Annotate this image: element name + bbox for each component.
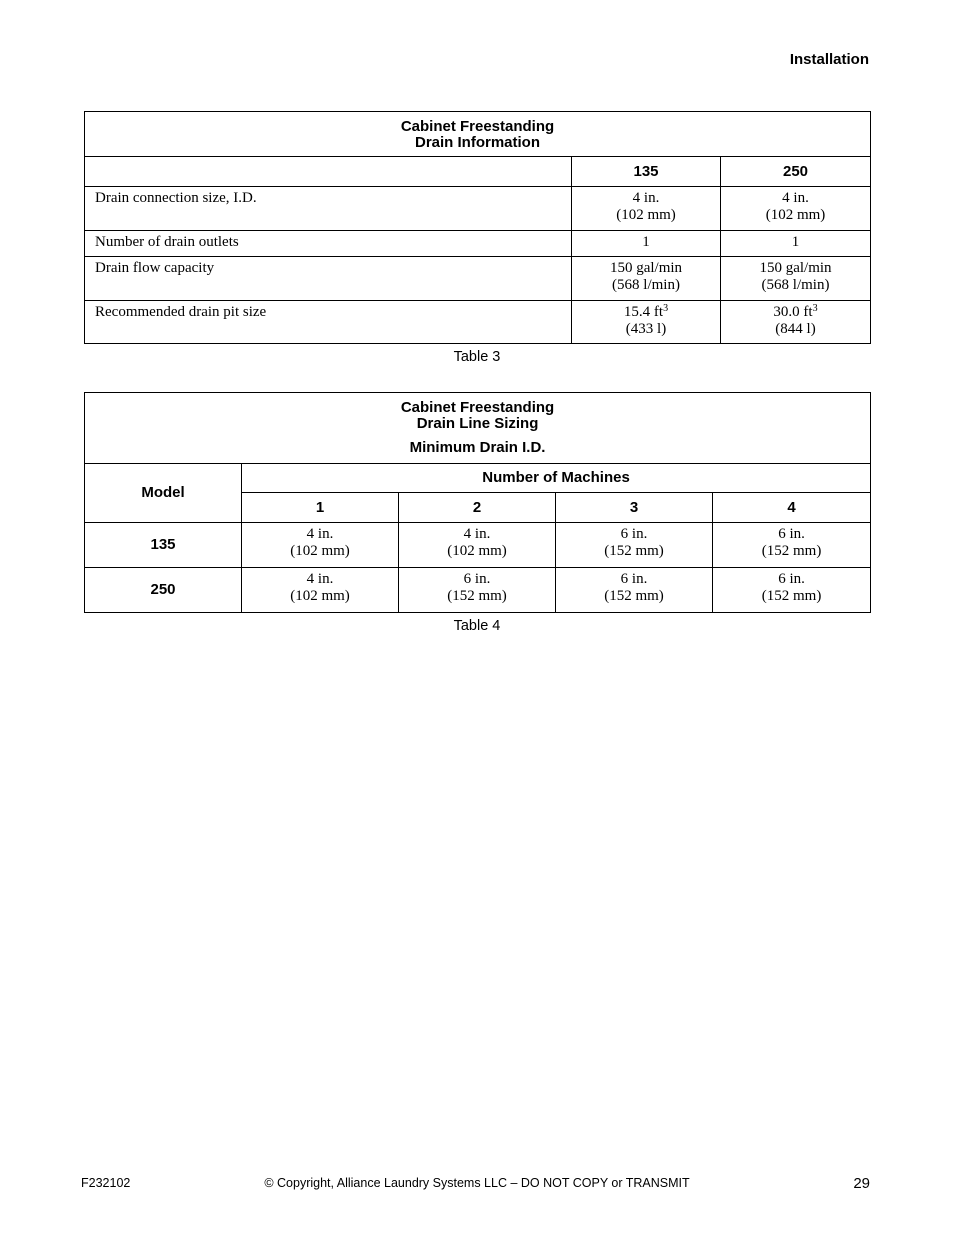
table-row <box>85 257 871 301</box>
value-main <box>721 304 870 321</box>
table3-col-135: 135 <box>572 157 721 187</box>
model-header: Model <box>85 464 242 523</box>
machine-count-4: 4 <box>713 493 871 523</box>
table-row <box>85 568 871 613</box>
doc-number: F232102 <box>81 1176 131 1190</box>
row-label: Recommended drain pit size <box>85 301 572 344</box>
value-main: 1 <box>791 234 800 250</box>
cell-value <box>572 301 721 344</box>
value-main: 6 in. <box>778 571 805 587</box>
value-exponent: 3 <box>812 303 818 314</box>
cell-value <box>556 523 713 568</box>
value-metric: (568 l/min) <box>761 277 830 293</box>
row-label: Drain connection size, I.D. <box>85 187 572 231</box>
table-row <box>85 231 871 257</box>
value-main: 6 in. <box>620 526 648 542</box>
value-main: 4 in. <box>782 190 809 206</box>
table-row <box>85 301 871 344</box>
table4-title-line3: Minimum Drain I.D. <box>409 439 546 456</box>
cell-value <box>713 523 871 568</box>
machine-count-2: 2 <box>399 493 556 523</box>
copyright-notice: © Copyright, Alliance Laundry Systems LLC – DO NOT COPY or TRANSMIT <box>264 1176 690 1190</box>
value-main <box>572 304 720 321</box>
cell-value <box>721 187 871 231</box>
row-label: Number of drain outlets <box>85 231 572 257</box>
row-label: Drain flow capacity <box>85 257 572 301</box>
value-number: 15.4 ft <box>623 304 664 320</box>
value-metric: (433 l) <box>625 321 667 337</box>
value-main: 150 gal/min <box>759 260 832 276</box>
cell-value <box>721 231 871 257</box>
cell-value <box>399 523 556 568</box>
value-main: 6 in. <box>620 571 648 587</box>
cell-value <box>713 568 871 613</box>
value-metric: (152 mm) <box>604 543 664 559</box>
table3-title <box>85 112 871 157</box>
drain-information-table <box>84 111 871 344</box>
value-main: 6 in. <box>778 526 805 542</box>
value-main: 150 gal/min <box>609 260 683 276</box>
table3-caption: Table 3 <box>453 349 501 365</box>
cell-value <box>572 187 721 231</box>
value-main: 4 in. <box>632 190 660 206</box>
machine-count-3: 3 <box>556 493 713 523</box>
value-main: 4 in. <box>463 526 491 542</box>
value-metric: (102 mm) <box>290 588 350 604</box>
value-exponent: 3 <box>663 303 669 314</box>
machine-count-1: 1 <box>242 493 399 523</box>
cell-value <box>242 523 399 568</box>
value-metric: (152 mm) <box>761 543 822 559</box>
cell-value <box>242 568 399 613</box>
cell-value <box>721 257 871 301</box>
table4-title <box>85 393 871 464</box>
cell-value <box>572 231 721 257</box>
value-main: 4 in. <box>306 571 334 587</box>
table4-title-line2: Drain Line Sizing <box>416 415 539 432</box>
table-row <box>85 523 871 568</box>
table4-title-line1: Cabinet Freestanding <box>400 399 555 416</box>
value-metric: (568 l/min) <box>612 277 680 293</box>
value-metric: (102 mm) <box>616 207 676 223</box>
value-main: 1 <box>642 234 650 250</box>
model-cell: 250 <box>85 568 242 613</box>
table3-col-250: 250 <box>721 157 871 187</box>
table4-caption: Table 4 <box>453 618 501 634</box>
value-metric: (102 mm) <box>290 543 350 559</box>
value-metric: (152 mm) <box>604 588 664 604</box>
value-metric: (844 l) <box>775 321 816 337</box>
value-metric: (102 mm) <box>765 207 826 223</box>
section-title: Installation <box>789 51 869 68</box>
cell-value <box>572 257 721 301</box>
table-row <box>85 187 871 231</box>
machines-header: Number of Machines <box>242 464 871 493</box>
cell-value <box>721 301 871 344</box>
value-metric: (102 mm) <box>447 543 507 559</box>
drain-line-sizing-table <box>84 392 871 613</box>
value-main: 4 in. <box>306 526 334 542</box>
table3-title-line2: Drain Information <box>414 134 540 151</box>
cell-value <box>556 568 713 613</box>
page-number: 29 <box>853 1175 870 1192</box>
value-metric: (152 mm) <box>447 588 507 604</box>
value-metric: (152 mm) <box>761 588 822 604</box>
cell-value <box>399 568 556 613</box>
table3-title-line1: Cabinet Freestanding <box>400 118 555 135</box>
value-main: 6 in. <box>463 571 491 587</box>
value-number: 30.0 ft <box>773 304 813 320</box>
model-cell: 135 <box>85 523 242 568</box>
table3-blank-header <box>85 157 572 187</box>
